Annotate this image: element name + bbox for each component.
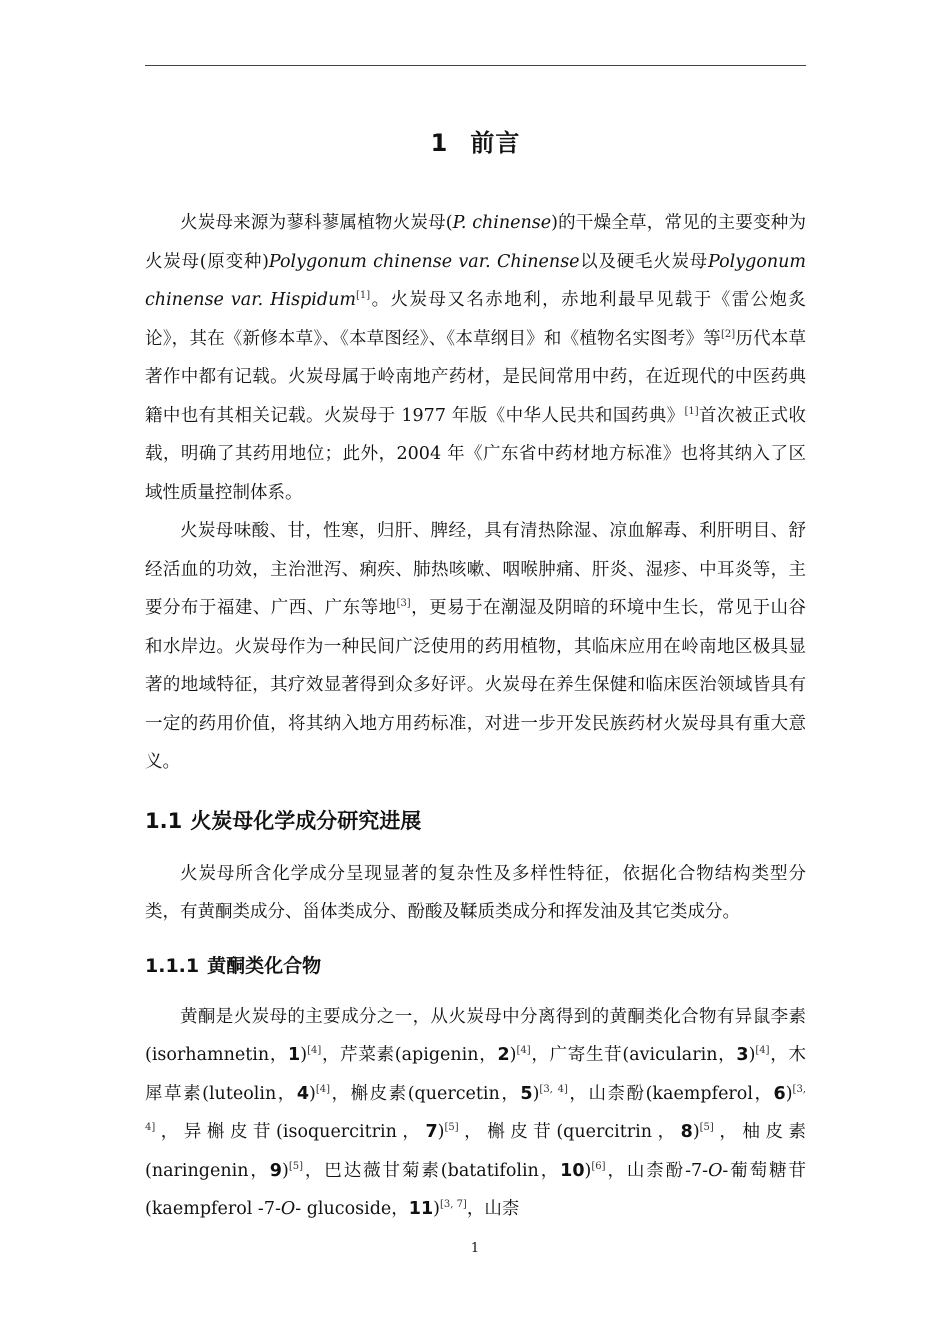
text-run: ，更易于在潮湿及阴暗的环境中生长，常见于山谷和水岸边。火炭母作为一种民间广泛使用的药用植物，其临床应用在岭南地区极具显著的地域特征，其疗效显著得到众多好评。火炭母在养生保健和临床医治领域皆具有一定的药用价值，将其纳入地方用药标准，对进一步开发民族药材火炭母具有重大意义。 (145, 598, 807, 772)
text-run: ，山柰酚-7- (605, 1160, 709, 1181)
text-run: ，巴达薇甘菊素(batatifolin， (302, 1160, 561, 1181)
text-run: 首次被正式收载，明确了其药用地位；此外，2004 年《广东省中药材地方标准》也将其纳入了区域性质量控制体系。 (145, 405, 806, 503)
text-run: 历代本草著作中都有记载。火炭母属于岭南地产药材，是民间常用中药，在近现代的中医药典籍中也有其相关记载。火炭母于 1977 年版《中华人民共和国药典》 (145, 328, 807, 426)
citation-ref: [5] (444, 1122, 459, 1134)
section-number: 1.1 (145, 808, 183, 833)
citation-ref: [5] (288, 1160, 303, 1172)
compound-number: 9 (269, 1160, 282, 1181)
citation-ref: [5] (699, 1122, 714, 1134)
text-run: - glucoside， (295, 1199, 409, 1219)
intro-paragraph-1 (145, 204, 806, 512)
text-run: ) (785, 1083, 793, 1104)
section-1-1-1-paragraph (145, 998, 806, 1229)
citation-ref: [4] (315, 1083, 330, 1095)
text-run: ，广寄生苷(avicularin， (530, 1045, 737, 1065)
compound-number: 2 (497, 1045, 510, 1065)
text-run: O (280, 1199, 296, 1219)
compound-number: 11 (408, 1199, 434, 1219)
citation-ref: [3, 4] (145, 1083, 806, 1134)
text-run: 以及硬毛火炭母 (579, 251, 709, 272)
text-run: 火炭母所含化学成分呈现显著的复杂性及多样性特征，依据化合物结构类型分类，有黄酮类成分、甾体类成分、酚酸及鞣质类成分和挥发油及其它类成分。 (145, 863, 806, 922)
citation-ref: [6] (591, 1160, 606, 1172)
compound-number: 10 (560, 1160, 585, 1181)
chapter-title-text: 前言 (470, 129, 521, 157)
citation-ref: [4] (755, 1045, 770, 1057)
subsection-number: 1.1.1 (145, 954, 200, 977)
text-run: ，木犀草素(luteolin， (145, 1045, 806, 1104)
text-run: ) (509, 1045, 517, 1065)
text-run: ) (584, 1160, 592, 1181)
text-run: Polygonum chinense var. Chinense (268, 251, 580, 272)
compound-number: 8 (680, 1122, 693, 1142)
compound-number: 3 (736, 1045, 749, 1065)
citation-ref: [3, 4] (539, 1083, 568, 1095)
text-run: O (708, 1160, 723, 1181)
chapter-number: 1 (430, 129, 449, 157)
text-run: ) (437, 1122, 445, 1142)
compound-number: 4 (296, 1083, 309, 1104)
compound-number: 1 (288, 1045, 301, 1065)
intro-paragraph-2 (145, 512, 806, 782)
section-title: 火炭母化学成分研究进展 (190, 808, 422, 833)
text-run: ，槲皮素(quercetin， (330, 1083, 521, 1104)
page-content (145, 120, 806, 1229)
text-run: ，柚皮素(naringenin， (145, 1122, 807, 1181)
citation-ref: [3, 7] (439, 1199, 467, 1211)
citation-ref: [3] (396, 598, 411, 610)
page-number: 1 (470, 1241, 480, 1256)
citation-ref: [1] (684, 405, 699, 417)
text-run: 火炭母味酸、甘，性寒，归肝、脾经，具有清热除湿、凉血解毒、利肝明目、舒经活血的功效，主治泄泻、痢疾、肺热咳嗽、咽喉肿痛、肝炎、湿疹、中耳炎等，主要分布于福建、广西、广东等地 (145, 521, 806, 618)
text-run: ，山柰酚(kaempferol， (567, 1083, 774, 1104)
text-run: ) (281, 1160, 289, 1181)
text-run: ，芹菜素(apigenin， (321, 1045, 498, 1065)
section-1-1-paragraph (145, 855, 806, 932)
section-heading-1-1 (145, 805, 806, 835)
section-heading-1-1-1 (145, 951, 806, 978)
text-run: ) (748, 1045, 756, 1065)
subsection-title: 黄酮类化合物 (207, 954, 322, 977)
text-run: -葡萄糖苷(kaempferol -7- (145, 1160, 806, 1219)
text-run: Polygonum chinense var. Hispidum (145, 251, 806, 310)
text-run: ，槲皮苷(quercitrin， (458, 1122, 681, 1142)
citation-ref: [1] (355, 290, 371, 302)
chapter-title (145, 120, 806, 166)
text-run: ) (692, 1122, 700, 1142)
compound-number: 5 (520, 1083, 533, 1104)
text-run: 。火炭母又名赤地利，赤地利最早见载于《雷公炮炙论》，其在《新修本草》、《本草图经》、《本草纲目》和《植物名实图考》等 (145, 290, 807, 349)
text-run: ) (532, 1083, 540, 1104)
citation-ref: [4] (516, 1045, 531, 1057)
text-run: 黄酮是火炭母的主要成分之一，从火炭母中分离得到的黄酮类化合物有异鼠李素(isorhamnetin， (145, 1006, 806, 1065)
text-run: ) (309, 1083, 316, 1104)
citation-ref: [4] (307, 1045, 322, 1057)
text-run: 火炭母来源为蓼科蓼属植物火炭母( (180, 213, 453, 233)
text-run: ) (300, 1045, 308, 1065)
header-rule (145, 65, 806, 66)
text-run: )的干燥全草，常见的主要变种为火炭母(原变种) (145, 213, 807, 272)
citation-ref: [2] (721, 328, 736, 340)
compound-number: 6 (773, 1083, 786, 1104)
text-run: ，山柰 (466, 1199, 520, 1219)
text-run: ，异槲皮苷(isoquercitrin， (155, 1122, 426, 1142)
compound-number: 7 (425, 1122, 438, 1142)
text-run: ) (433, 1199, 440, 1219)
text-run: P. chinense (452, 213, 552, 233)
